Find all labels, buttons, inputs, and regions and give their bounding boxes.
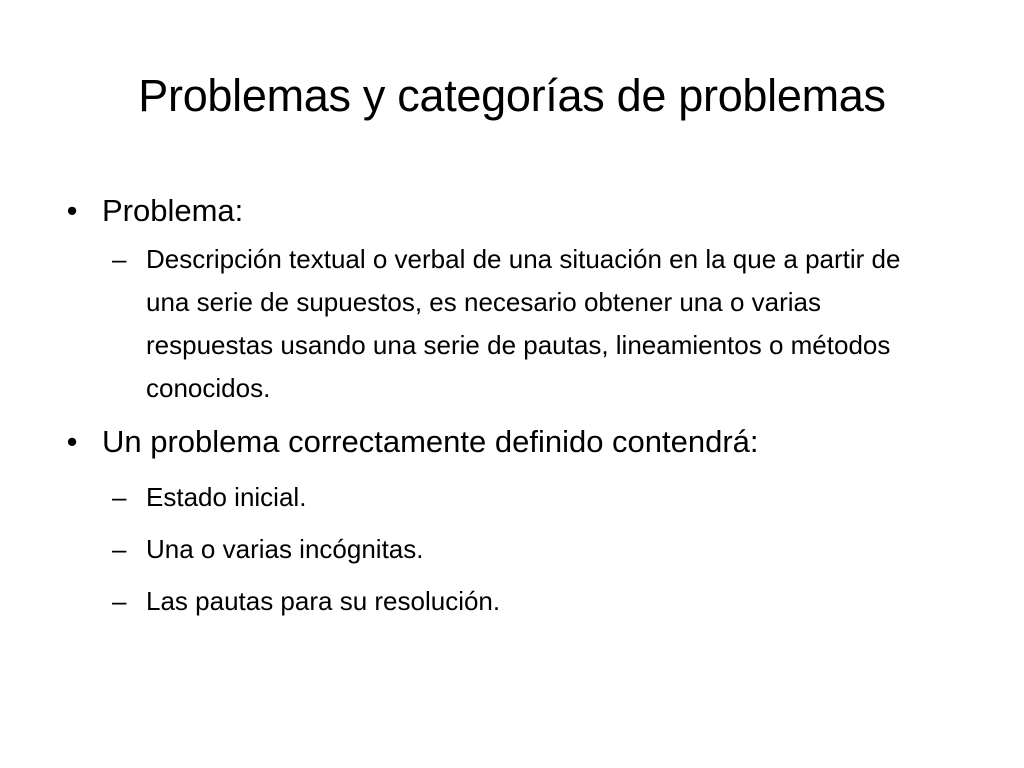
dash-icon: – xyxy=(112,586,127,616)
sub-item-pautas xyxy=(112,579,970,623)
sub-item-incognitas xyxy=(112,527,970,571)
sub-item-text: Una o varias incógnitas. xyxy=(146,534,424,564)
bullet-item-problema xyxy=(60,186,970,236)
bullet-icon: • xyxy=(66,193,78,228)
slide-content xyxy=(60,186,970,623)
sub-item-descripcion xyxy=(112,238,946,410)
sub-item-text: Las pautas para su resolución. xyxy=(146,586,501,616)
bullet-icon: • xyxy=(66,424,78,459)
sub-item-text: Estado inicial. xyxy=(146,482,307,512)
sub-list-definido xyxy=(60,475,970,623)
dash-icon: – xyxy=(112,244,127,274)
dash-icon: – xyxy=(112,534,127,564)
bullet-text: Un problema correctamente definido contendrá: xyxy=(102,424,759,459)
sub-list-problema xyxy=(60,238,970,410)
sub-item-text: Descripción textual o verbal de una situación en la que a partir de una serie de supuestos, es necesario obtener una o varias respuestas usando una serie de pautas, lineamientos o métodos conocidos. xyxy=(146,244,901,403)
dash-icon: – xyxy=(112,482,127,512)
bullet-text: Problema: xyxy=(102,193,244,228)
sub-item-estado-inicial xyxy=(112,475,970,519)
slide-title: Problemas y categorías de problemas xyxy=(138,70,886,121)
bullet-item-definido xyxy=(60,417,970,467)
